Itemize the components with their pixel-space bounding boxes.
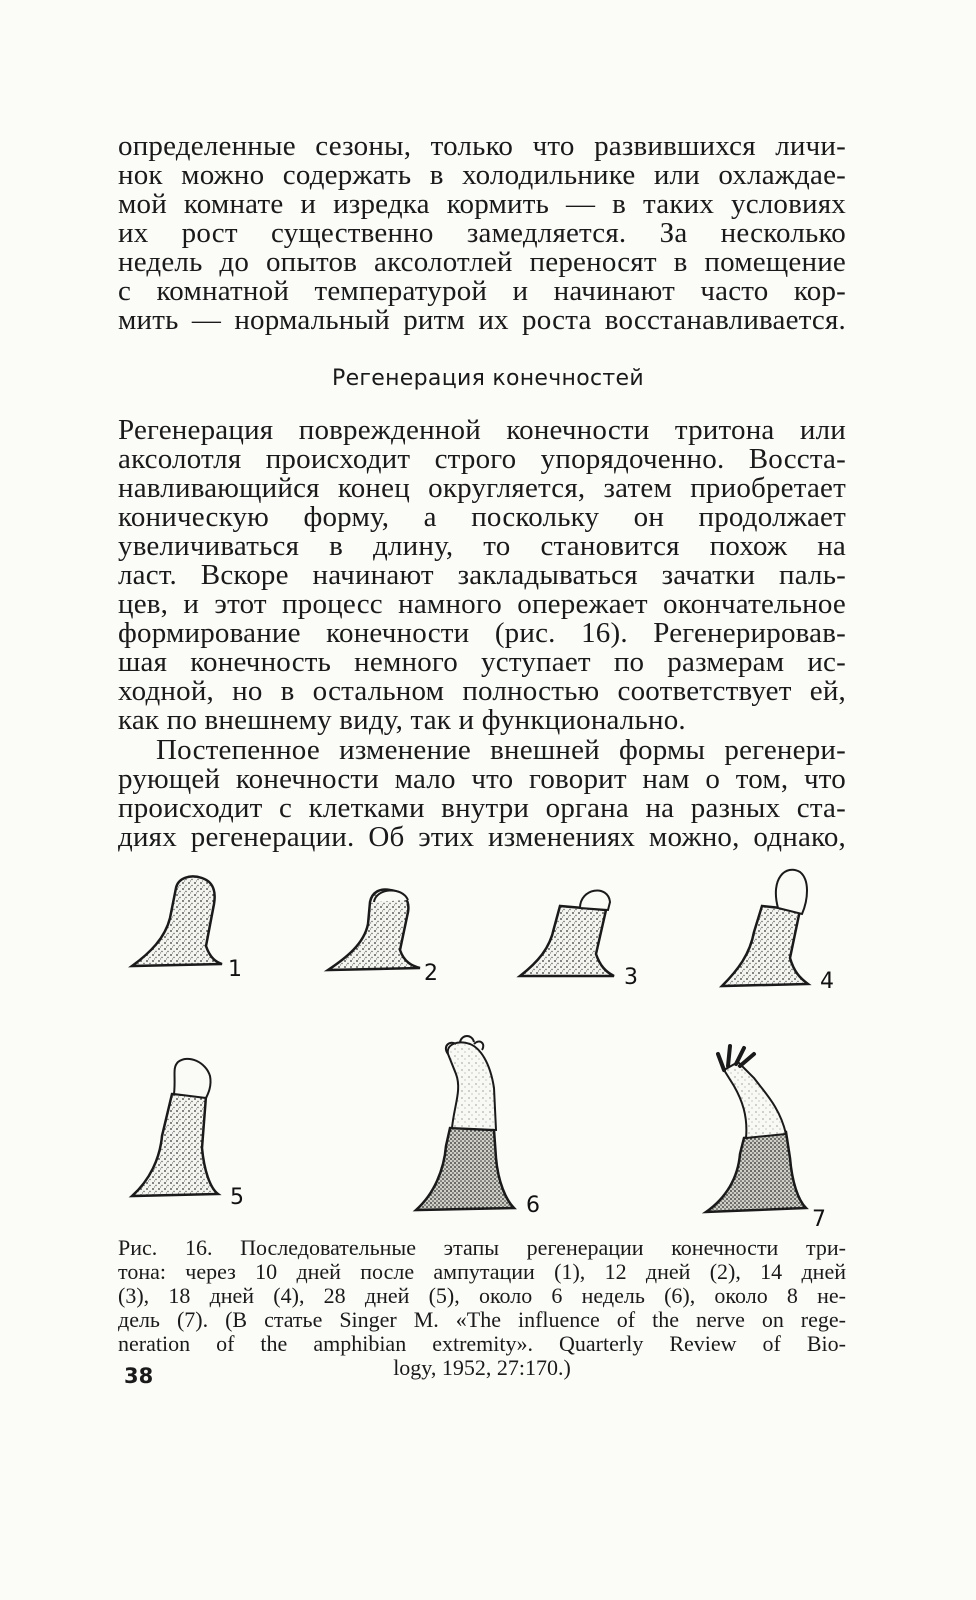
text-line: шая конечность немного уступает по размерам ис- bbox=[118, 646, 846, 678]
limb-stage-2 bbox=[328, 890, 438, 987]
caption-line: (3), 18 дней (4), 28 дней (5), около 6 недель (6), около 8 не- bbox=[118, 1283, 846, 1308]
text-line: недель до опытов аксолотлей переносят в помещение bbox=[118, 246, 846, 278]
text-line: происходит с клетками внутри органа на разных ста- bbox=[118, 792, 846, 824]
caption-line: Рис. 16. Последовательные этапы регенерации конечности три- bbox=[118, 1235, 846, 1260]
limb-stage-3 bbox=[520, 891, 638, 990]
text-line: определенные сезоны, только что развившихся личи- bbox=[118, 130, 846, 162]
stage-label: 4 bbox=[820, 969, 834, 994]
stage-label: 3 bbox=[624, 965, 638, 990]
text-line: увеличиваться в длину, то становится похож на bbox=[118, 530, 846, 562]
text-line: рующей конечности мало что говорит нам о том, что bbox=[118, 763, 846, 795]
limb-stage-1 bbox=[132, 876, 242, 982]
text-line: с комнатной температурой и начинают часто кор- bbox=[118, 275, 846, 307]
text-line: аксолотля происходит строго упорядоченно. Восста- bbox=[118, 443, 846, 475]
text-line: формирование конечности (рис. 16). Регенерировав- bbox=[118, 617, 846, 649]
text-line: Регенерация поврежденной конечности тритона или bbox=[118, 414, 846, 446]
caption-line: дель (7). (В статье Singer M. «The influence of the nerve on rege- bbox=[118, 1307, 846, 1332]
stage-label: 2 bbox=[424, 961, 438, 986]
stage-label: 1 bbox=[228, 957, 242, 982]
caption-line: тона: через 10 дней после ампутации (1), 12 дней (2), 14 дней bbox=[118, 1259, 846, 1284]
paragraph-continued bbox=[118, 132, 846, 335]
text-line: нок можно содержать в холодильнике или охлаждае- bbox=[118, 159, 846, 191]
text-line: ходной, но в остальном полностью соответствует ей, bbox=[118, 675, 846, 707]
text-line: диях регенерации. Об этих изменениях можно, однако, bbox=[118, 821, 846, 853]
stage-label: 7 bbox=[812, 1207, 826, 1228]
text-line: цев, и этот процесс намного опережает окончательное bbox=[118, 588, 846, 620]
text-line: их рост существенно замедляется. За несколько bbox=[118, 217, 846, 249]
text-line: мой комнате и изредка кормить — в таких условиях bbox=[118, 188, 846, 220]
text-line: мить — нормальный ритм их роста восстанавливается. bbox=[118, 304, 846, 336]
page-number: 38 bbox=[124, 1364, 154, 1388]
paragraph-cells bbox=[118, 736, 846, 852]
text-line: навливающийся конец округляется, затем приобретает bbox=[118, 472, 846, 504]
paragraph-regeneration bbox=[118, 416, 846, 735]
stage-label: 6 bbox=[526, 1193, 540, 1218]
text-line: коническую форму, а поскольку он продолжает bbox=[118, 501, 846, 533]
text-line: ласт. Вскоре начинают закладываться зачатки паль- bbox=[118, 559, 846, 591]
limb-stage-7 bbox=[706, 1046, 826, 1228]
section-heading: Регенерация конечностей bbox=[332, 366, 644, 391]
limb-stage-4 bbox=[722, 870, 834, 994]
limb-stage-6 bbox=[416, 1036, 540, 1218]
caption-line: neration of the amphibian extremity». Quarterly Review of Bio- bbox=[118, 1331, 846, 1356]
text-line: Постепенное изменение внешней формы регенери- bbox=[156, 734, 846, 766]
text-line: как по внешнему виду, так и функционально. bbox=[118, 704, 686, 736]
figure-caption bbox=[118, 1236, 846, 1380]
stage-label: 5 bbox=[230, 1185, 244, 1210]
figure-limb-regeneration bbox=[110, 858, 870, 1228]
caption-line: logy, 1952, 27:170.) bbox=[393, 1355, 571, 1380]
limb-stage-5 bbox=[132, 1059, 244, 1210]
